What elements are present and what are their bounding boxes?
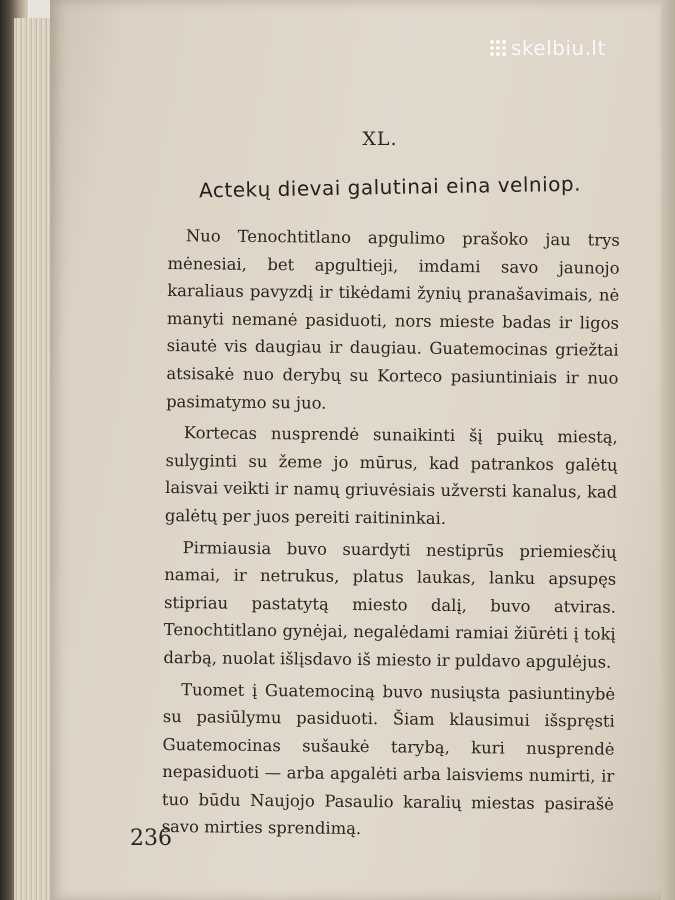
chapter-title: Actekų dievai galutinai eina velniop. bbox=[198, 171, 582, 203]
paragraph: Tuomet į Guatemociną buvo nusiųsta pasiuntinybė su pasiūlymu pasiduoti. Šiam klausimui išspręsti Guatemocinas sušaukė tarybą, kuri nusprendė nepasiduoti — arba apgalėti arba laisviems numirti, ir tuo būdu Naujojo Pasaulio karalių miestas pasirašė savo mirties sprendimą. bbox=[161, 679, 616, 839]
page-right-edge bbox=[661, 0, 675, 900]
paragraph: Kortecas nusprendė sunaikinti šį puikų miestą, sulyginti su žeme jo mūrus, kad patrankos galėtų laisvai veikti ir namų griuvėsiais užversti kanalus, kad galėtų per juos pereiti raitininkai. bbox=[164, 423, 618, 528]
chapter-number: XL. bbox=[362, 128, 398, 150]
watermark bbox=[490, 36, 606, 60]
page-number: 236 bbox=[130, 826, 172, 851]
dots-logo-icon bbox=[490, 40, 506, 56]
paragraph: Nuo Tenochtitlano apgulimo prašoko jau trys mėnesiai, bet apgultieji, imdami savo jaunojo karaliaus pavyzdį ir tikėdami žynių pranašavimais, nė manyti nemanė pasiduoti, nors mieste badas ir ligos siautė vis daugiau ir daugiau. Guatemocinas griežtai atsisakė nuo derybų su Korteco pasiuntiniais ir nuo pasimatymo su juo. bbox=[166, 226, 620, 413]
body-text bbox=[162, 222, 620, 846]
watermark-text: skelbiu.lt bbox=[511, 36, 606, 60]
paragraph: Pirmiausia buvo suardyti nestiprūs priemiesčių namai, ir netrukus, platus laukas, lanku apsupęs stipriau pastatytą miesto dalį, buvo atviras. Tenochtitlano gynėjai, negalėdami ramiai žiūrėti į tokį darbą, nuolat išlįsdavo iš miesto ir puldavo apgulėjus. bbox=[163, 537, 617, 672]
